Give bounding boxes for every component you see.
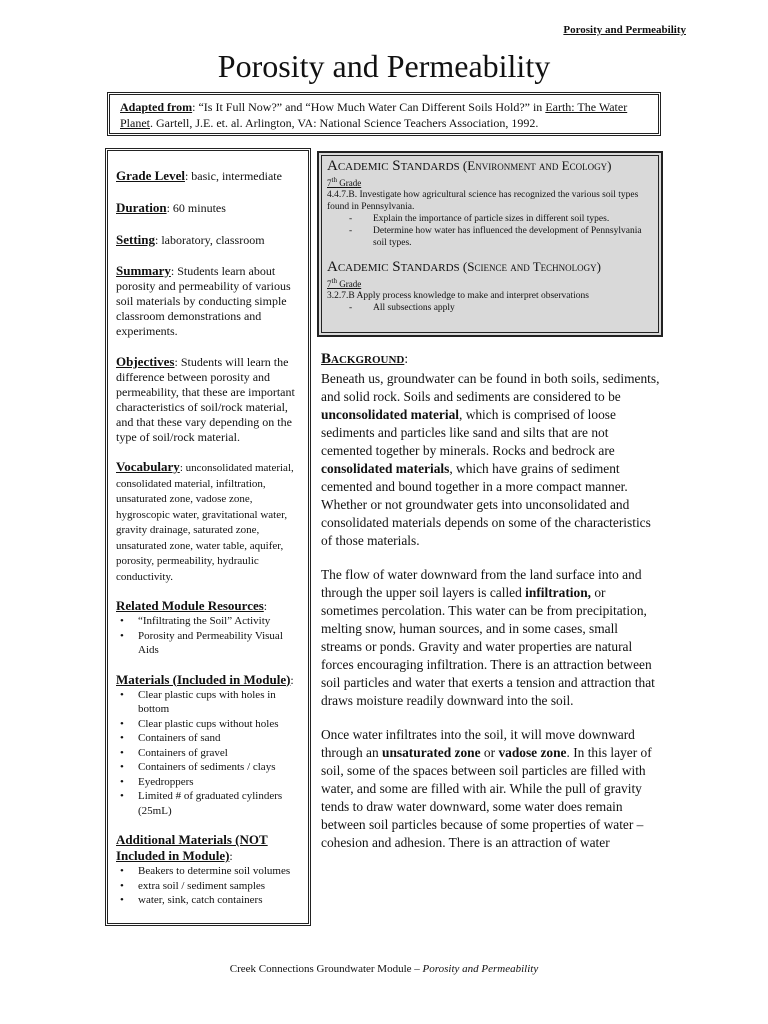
footer-title: Porosity and Permeability xyxy=(422,963,539,975)
material-item: • Limited # of graduated cylinders (25mL) xyxy=(138,789,302,818)
env-standard-item: 4.4.7.B. Investigate how agricultural science has recognized the various soil types found in Pennsylvania. xyxy=(327,190,639,212)
env-grade: 7th Grade xyxy=(327,176,362,188)
material-item: • Containers of sediments / clays xyxy=(138,760,302,775)
env-standards-subtitle: (Environment and Ecology) xyxy=(462,158,612,173)
substandard-item: - Determine how water has influenced the development of Pennsylvania soil types. xyxy=(327,225,653,249)
page-title: Porosity and Permeability xyxy=(217,48,551,84)
material-item: • Clear plastic cups with holes in bottom xyxy=(138,688,302,717)
related-resource-item: • “Infiltrating the Soil” Activity xyxy=(138,614,302,629)
adapted-source: Earth: The Water Planet xyxy=(120,100,628,130)
objectives-label: Objectives xyxy=(116,354,175,369)
env-standards-heading xyxy=(327,158,653,174)
adapted-label: Adapted from xyxy=(120,100,193,114)
materials-list xyxy=(116,688,302,819)
grade-level-label: Grade Level xyxy=(116,168,185,183)
vocabulary xyxy=(116,459,302,584)
related-resources: Related Module Resources: • “Infiltrating the Soil” Activity • Porosity and Permeability Visual Aids xyxy=(116,598,302,658)
background-section: Background: Beneath us, groundwater can be found in both soils, sediments, and solid rock. Soils and sediments are considered to be unconsolidated material, which is comprised of loose sediments and particles like sand and silts that are not cemented together by minerals. Rocks and bedrock are consolidated materials, which have grains of sediment cemented and bound together in a more compact manner. Whether or not groundwater gets into unconsolidated and consolidated materials depends on some of the characteristics of those materials. The flow of water downward from the land surface into and through the upper soil layers is called infiltration, or sometimes percolation. This water can be from precipitation, melting snow, human sources, and in some cases, small streams or ponds. Gravity and water properties are natural forces encouraging infiltration. There is an attraction between soil particles and water that exerts a tension and attraction that draws moisture readily downward into the soil. Once water infiltrates into the soil, it will move downward through an unsaturated zone or vadose zone. In this layer of soil, some of the spaces between soil particles are filled with water, and some are filled with air. While the pull of gravity tends to draw water downward, some water does remain between soil particles because of some properties of water – cohesion and adhesion. There is an attraction of water xyxy=(321,351,660,850)
adapted-text: : “Is It Full Now?” and “How Much Water Can Different Soils Hold?” in xyxy=(192,100,546,114)
objectives xyxy=(116,354,302,445)
setting-label: Setting xyxy=(116,232,155,247)
additional-material-item: • Beakers to determine soil volumes xyxy=(138,864,302,879)
academic-standards-box xyxy=(317,151,663,337)
additional-materials-label: Additional Materials (NOT Included in Module) xyxy=(116,832,268,863)
sci-standards-subtitle: (Science and Technology) xyxy=(462,259,602,274)
background-paragraph-2: The flow of water downward from the land surface into and through the upper soil layers is called infiltration, or sometimes percolation. This water can be from precipitation, melting snow, human sources, and in some cases, small streams or ponds. Gravity and water properties are natural forces encouraging infiltration. There is an attraction between soil particles and water that exerts a tension and attraction that draws moisture readily downward into the soil. xyxy=(321,567,655,708)
sci-standards-title: Academic Standards xyxy=(327,259,460,275)
material-item: • Containers of gravel xyxy=(138,746,302,761)
setting xyxy=(116,232,302,248)
objectives-value: : Students will learn the difference between porosity and permeability, that these are important characteristics of soil/rock material, and that these vary depending on the type of soil/rock material. xyxy=(116,355,295,444)
lesson-info-sidebar xyxy=(105,148,311,926)
summary-label: Summary xyxy=(116,263,171,278)
duration-label: Duration xyxy=(116,200,167,215)
material-item: • Containers of sand xyxy=(138,731,302,746)
background-paragraph-3: Once water infiltrates into the soil, it will move downward through an unsaturated zone or vadose zone. In this layer of soil, some of the spaces between soil particles are filled with water, and some are filled with air. While the pull of gravity tends to draw water downward, some water does remain between soil particles because of some properties of water – cohesion and adhesion. There is an attraction of water xyxy=(321,727,652,850)
adapted-citation: . Gartell, J.E. et. al. Arlington, VA: National Science Teachers Association, 1992. xyxy=(150,116,539,130)
related-resource-item: • Porosity and Permeability Visual Aids xyxy=(138,629,302,658)
materials-label: Materials (Included in Module) xyxy=(116,671,291,687)
setting-value: : laboratory, classroom xyxy=(155,233,265,247)
material-item: • Eyedroppers xyxy=(138,775,302,790)
sci-substandards xyxy=(327,302,653,314)
additional-materials: Additional Materials (NOT Included in Module): • Beakers to determine soil volumes • extra soil / sediment samples • water, sink, catch containers xyxy=(116,832,302,908)
summary-value: : Students learn about porosity and permeability of various soil materials by conducting simple classroom demonstrations and experiments. xyxy=(116,264,291,338)
adapted-from-box xyxy=(107,92,661,136)
duration-value: : 60 minutes xyxy=(166,201,226,215)
substandard-item: - Explain the importance of particle sizes in different soil types. xyxy=(327,213,653,225)
additional-materials-list xyxy=(116,864,302,908)
related-resources-label: Related Module Resources xyxy=(116,598,264,613)
background-heading: Background xyxy=(321,351,405,367)
vocabulary-value: : unconsolidated material, consolidated material, infiltration, unsaturated zone, vadose zone, hygroscopic water, gravitational water, gravity drainage, saturated zone, unsaturated zone, water table, aquifer, porosity, permeability, hydraulic conductivity. xyxy=(116,462,294,583)
sci-grade: 7th Grade xyxy=(327,277,362,289)
page-footer xyxy=(0,963,768,975)
vocabulary-label: Vocabulary xyxy=(116,459,180,474)
grade-level xyxy=(116,168,302,184)
additional-material-item: • water, sink, catch containers xyxy=(138,893,302,908)
env-substandards xyxy=(327,213,653,249)
materials: Materials (Included in Module): • Clear plastic cups with holes in bottom • Clear plastic cups without holes • Containers of sand • Containers of gravel • Containers of sediments / clays • Eyedroppers • Limited # of graduated cylinders (25mL) xyxy=(116,672,302,819)
summary xyxy=(116,263,302,339)
running-header: Porosity and Permeability xyxy=(563,24,686,36)
background-paragraph-1: Beneath us, groundwater can be found in both soils, sediments, and solid rock. Soils and sediments are considered to be unconsolidated material, which is comprised of loose sediments and particles like sand and silts that are not cemented together by minerals. Rocks and bedrock are consolidated materials, which have grains of sediment cemented and bound together in a more compact manner. Whether or not groundwater gets into unconsolidated and consolidated materials depends on some of the characteristics of those materials. xyxy=(321,371,660,548)
sci-standards-heading xyxy=(327,259,653,275)
duration xyxy=(116,200,302,216)
env-standards-title: Academic Standards xyxy=(327,158,460,174)
substandard-item: - All subsections apply xyxy=(327,302,653,314)
additional-material-item: • extra soil / sediment samples xyxy=(138,879,302,894)
related-resources-list xyxy=(116,614,302,658)
sci-standard-item: 3.2.7.B Apply process knowledge to make and interpret observations xyxy=(327,291,589,301)
grade-level-value: : basic, intermediate xyxy=(184,169,282,183)
footer-text: Creek Connections Groundwater Module – xyxy=(229,963,423,975)
material-item: • Clear plastic cups without holes xyxy=(138,717,302,732)
